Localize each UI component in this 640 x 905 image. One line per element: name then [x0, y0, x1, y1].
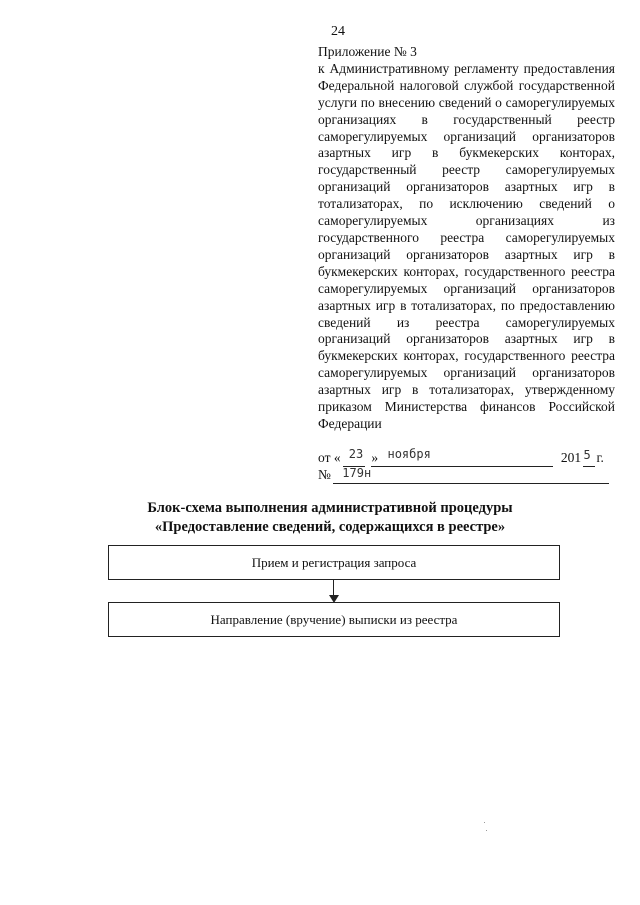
number-line [318, 467, 371, 483]
date-year-underline [583, 466, 595, 467]
date-quote-close: » [371, 450, 379, 465]
scan-speck [486, 830, 487, 831]
flowchart-heading [60, 499, 600, 537]
appendix-body: к Административному регламенту предоставления Федеральной налоговой службой государственной услуги по внесению сведений о саморегулируемых организациях в государственный реестр саморегулируемых организаций организаторов азартных игр в букмекерских конторах, государственный реестр саморегулируемых организаций организаторов азартных игр в тотализаторах, по исключению сведений о саморегулируемых организациях из государственного реестра саморегулируемых организаций организаторов азартных игр в букмекерских конторах, государственного реестра саморегулируемых организаций организаторов азартных игр в тотализаторах, по предоставлению сведений из реестра саморегулируемых организаций организаторов азартных игр в букмекерских конторах, государственного реестра саморегулируемых организаций организаторов азартных игр в тотализаторах, утвержденному приказом Министерства финансов Российской Федерации [318, 60, 615, 431]
date-day: 23 [348, 447, 364, 461]
flowchart-step-1 [108, 545, 560, 580]
appendix-block [318, 44, 615, 433]
date-year-suffix: г. [596, 450, 604, 465]
heading-line-1: Блок-схема выполнения административной процедуры [147, 500, 513, 516]
date-year-digit: 5 [583, 448, 591, 462]
date-year-prefix: 201 [560, 450, 582, 465]
flowchart-step-1-label: Прием и регистрация запроса [251, 554, 417, 570]
scan-speck [484, 822, 485, 823]
number-underline [333, 483, 609, 484]
number-prefix: № [318, 467, 331, 482]
date-line [318, 447, 604, 466]
date-month-underline [371, 466, 553, 467]
number-value: 179н [342, 466, 372, 480]
appendix-title: Приложение № 3 [318, 44, 417, 59]
flowchart-connector [333, 580, 334, 596]
heading-line-2: «Предоставление сведений, содержащихся в реестре» [154, 519, 506, 535]
date-month: ноября [387, 447, 431, 461]
flowchart-step-2-label: Направление (вручение) выписки из реестра [210, 611, 458, 627]
page-number: 24 [331, 24, 345, 39]
flowchart-step-2 [108, 602, 560, 637]
date-prefix: от « [318, 450, 341, 465]
